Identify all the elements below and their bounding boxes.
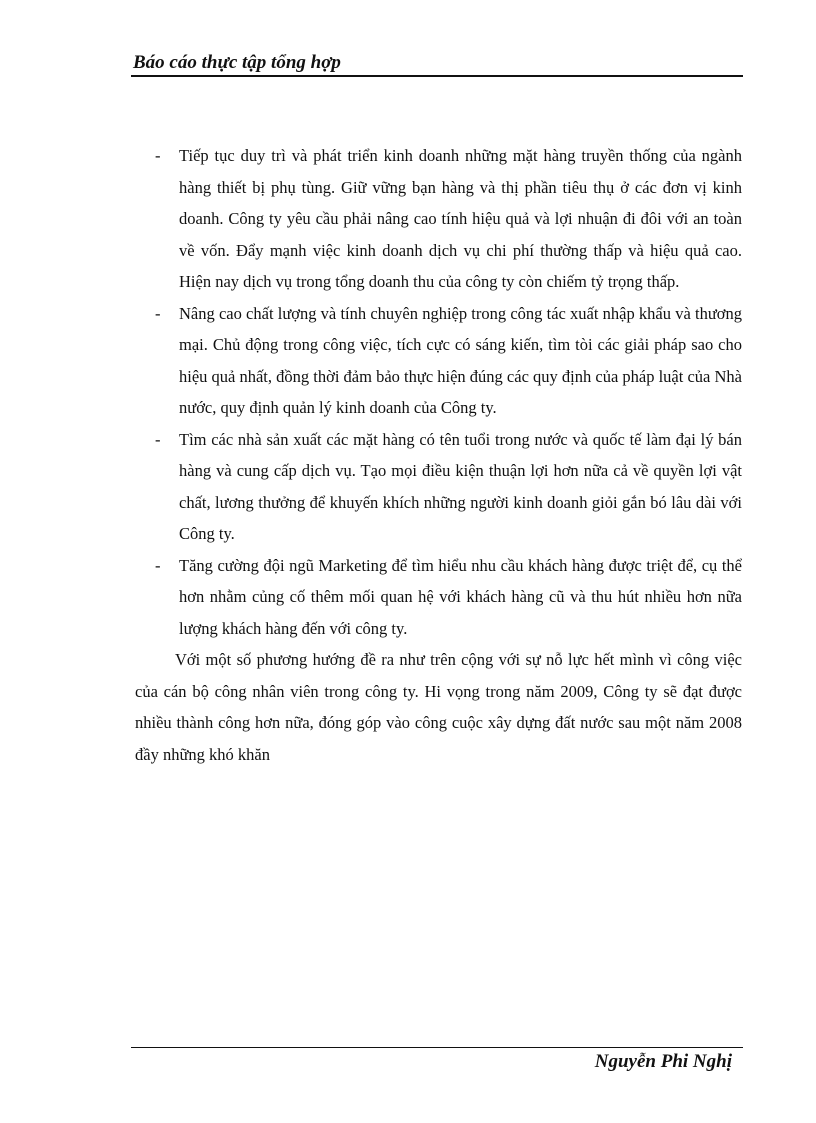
bullet-dash: - <box>155 303 161 323</box>
bullet-item <box>135 550 742 645</box>
footer-divider <box>131 1047 743 1048</box>
bullet-dash: - <box>155 555 161 575</box>
bullet-text: Tìm các nhà sản xuất các mặt hàng có tên tuổi trong nước và quốc tế làm đại lý bán hàng và cung cấp dịch vụ. Tạo mọi điều kiện thuận lợi hơn nữa cả về quyền lợi vật chất, lương thưởng để khuyến khích những người kinh doanh giỏi gắn bó lâu dài với Công ty. <box>179 429 742 543</box>
bullet-item <box>135 298 742 424</box>
footer-author-name: Nguyễn Phi Nghị <box>594 1051 732 1072</box>
bullet-dash: - <box>155 429 161 449</box>
bullet-item <box>135 140 742 298</box>
page-header-title: Báo cáo thực tập tổng hợp <box>133 52 341 73</box>
header-divider <box>131 75 743 77</box>
conclusion-paragraph: Với một số phương hướng đề ra như trên cộng với sự nỗ lực hết mình vì công việc của cán bộ công nhân viên trong công ty. Hi vọng trong năm 2009, Công ty sẽ đạt được nhiều thành công hơn nữa, đóng góp vào công cuộc xây dựng đất nước sau một năm 2008 đầy những khó khăn <box>135 650 742 764</box>
bullet-dash: - <box>155 146 161 165</box>
bullet-text: Tăng cường đội ngũ Marketing để tìm hiểu nhu cầu khách hàng được triệt để, cụ thể hơn nhằm củng cố thêm mối quan hệ với khách hàng cũ và thu hút nhiều hơn nữa lượng khách hàng đến với công ty. <box>179 555 742 638</box>
bullet-text: Tiếp tục duy trì và phát triển kinh doanh những mặt hàng truyền thống của ngành hàng thiết bị phụ tùng. Giữ vững bạn hàng và thị phần tiêu thụ ở các đơn vị kinh doanh. Công ty yêu cầu phải nâng cao tính hiệu quả và lợi nhuận đi đôi với an toàn về vốn. Đẩy mạnh việc kinh doanh dịch vụ chi phí thường thấp và hiệu quả cao. Hiện nay dịch vụ trong tổng doanh thu của công ty còn chiếm tỷ trọng thấp. <box>179 146 742 291</box>
bullet-item <box>135 424 742 550</box>
bullet-text: Nâng cao chất lượng và tính chuyên nghiệp trong công tác xuất nhập khẩu và thương mại. Chủ động trong công việc, tích cực có sáng kiến, tìm tòi các giải pháp sao cho hiệu quả nhất, đồng thời đảm bảo thực hiện đúng các quy định của pháp luật của Nhà nước, quy định quản lý kinh doanh của Công ty. <box>179 303 742 417</box>
document-body <box>135 140 742 770</box>
